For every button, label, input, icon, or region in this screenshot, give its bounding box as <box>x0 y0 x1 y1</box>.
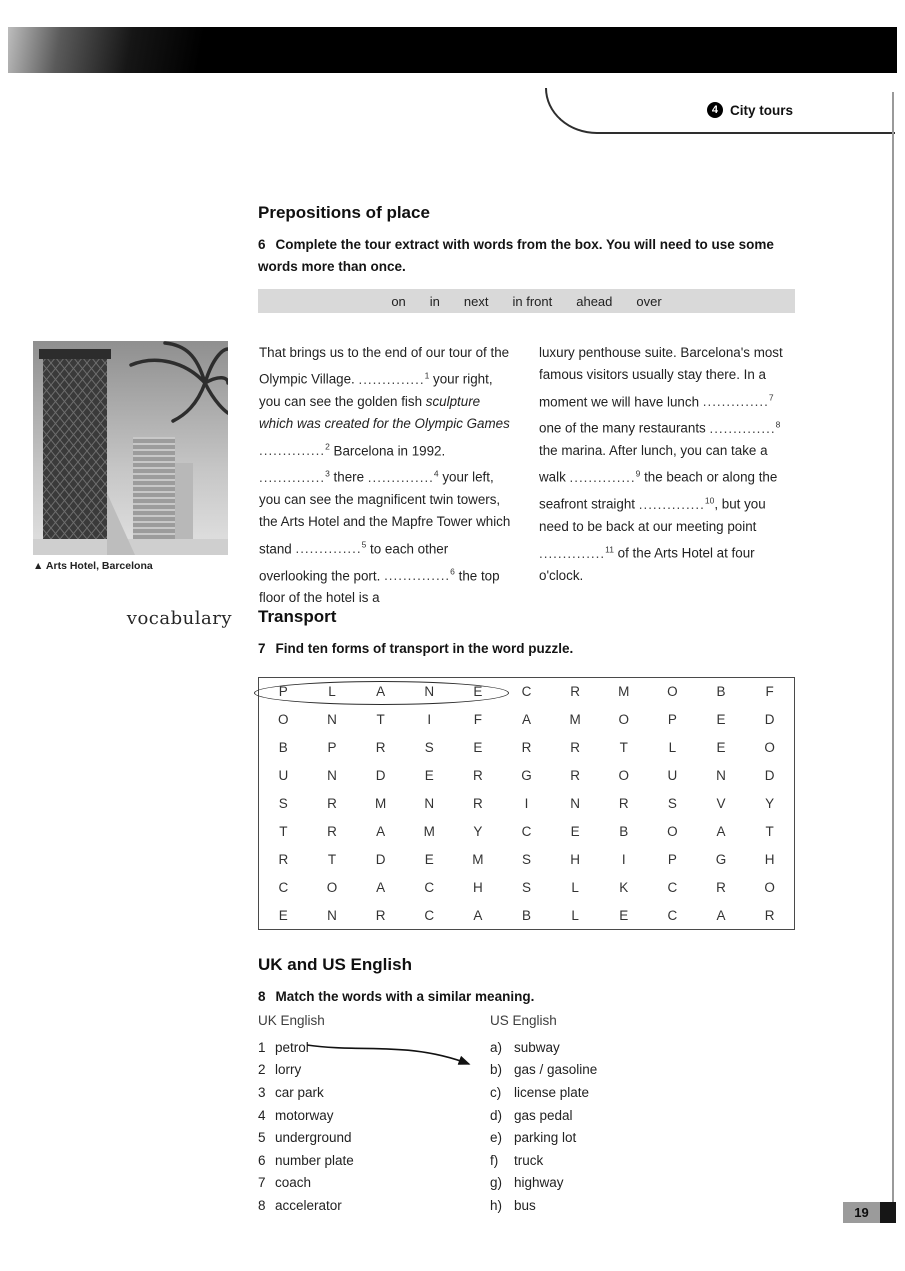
puzzle-letter-r1c4: N <box>424 684 435 700</box>
exercise-8-number: 8 <box>258 989 266 1004</box>
puzzle-letter-r5c4: N <box>424 795 435 811</box>
tour-text-segment: the top floor of the hotel is a <box>259 568 500 606</box>
exercise-8-text: Match the words with a similar meaning. <box>275 989 535 1004</box>
puzzle-letter-r2c2: N <box>327 712 337 728</box>
puzzle-letter-r9c7: L <box>571 907 579 923</box>
puzzle-letter-r8c5: H <box>472 879 483 895</box>
puzzle-letter-r1c1: P <box>278 684 288 700</box>
match-item <box>258 1126 478 1149</box>
match-item-key: 7 <box>258 1175 266 1191</box>
puzzle-letter-r3c8: T <box>619 740 628 756</box>
match-item-word: motorway <box>275 1107 334 1123</box>
puzzle-letter-r5c1: S <box>278 795 288 811</box>
word-puzzle <box>258 677 795 930</box>
puzzle-letter-r1c3: A <box>376 684 386 700</box>
puzzle-letter-r5c10: V <box>716 795 726 811</box>
tour-text-segment: your right, you can see the golden fish <box>259 371 493 410</box>
puzzle-letter-r9c4: C <box>424 907 435 923</box>
exercise-7-instruction <box>258 638 803 660</box>
fill-blank-10: ..............$^{10}$ <box>638 495 715 512</box>
match-item-word: number plate <box>275 1152 354 1168</box>
puzzle-letter-r4c3: D <box>375 768 386 784</box>
match-item <box>258 1172 478 1195</box>
match-item-word: underground <box>275 1130 352 1146</box>
puzzle-letter-r6c8: B <box>619 823 629 839</box>
puzzle-letter-r8c11: O <box>764 879 775 895</box>
puzzle-letter-r6c5: Y <box>473 823 483 839</box>
puzzle-letter-r5c9: S <box>667 795 677 811</box>
fill-blank-5: ..............$^5$ <box>295 539 367 557</box>
puzzle-letter-r7c3: D <box>375 851 386 867</box>
puzzle-letter-r3c6: R <box>521 740 532 756</box>
puzzle-letter-r7c7: H <box>570 851 580 867</box>
puzzle-letter-r7c4: E <box>424 851 434 867</box>
puzzle-letter-r7c11: H <box>764 851 775 867</box>
puzzle-letter-r3c11: O <box>764 740 775 756</box>
match-item-key: 4 <box>258 1107 266 1123</box>
puzzle-grid <box>259 678 794 929</box>
match-item <box>490 1036 710 1059</box>
puzzle-letter-r5c7: N <box>570 795 580 811</box>
match-item-key: e) <box>490 1130 503 1146</box>
match-item <box>490 1104 710 1127</box>
puzzle-letter-r4c1: U <box>278 768 289 784</box>
puzzle-letter-r9c9: C <box>667 907 678 923</box>
match-item-word: highway <box>514 1175 564 1191</box>
match-item-key: d) <box>490 1107 503 1123</box>
match-item-word: coach <box>275 1175 312 1191</box>
puzzle-letter-r4c2: N <box>327 768 337 784</box>
photo-caption: ▲ Arts Hotel, Barcelona <box>33 560 153 572</box>
puzzle-letter-r5c3: M <box>374 795 387 811</box>
match-item-word: subway <box>514 1039 560 1055</box>
circled-word-plane <box>254 681 509 705</box>
fill-blank-4: ..............$^4$ <box>367 468 439 485</box>
unit-number-badge: 4 <box>707 102 723 118</box>
puzzle-letter-r8c1: C <box>278 879 289 895</box>
puzzle-letter-r6c2: R <box>327 823 337 839</box>
match-item-word: car park <box>275 1084 324 1100</box>
tour-text-segment: there <box>329 469 368 485</box>
exercise-7-text: Find ten forms of transport in the word puzzle. <box>275 641 574 656</box>
match-item-key: c) <box>490 1084 502 1100</box>
match-item-word: license plate <box>514 1084 590 1100</box>
puzzle-letter-r2c9: P <box>667 712 677 728</box>
puzzle-letter-r9c11: R <box>764 907 775 923</box>
puzzle-letter-r8c7: L <box>571 879 579 895</box>
puzzle-letter-r6c4: M <box>423 823 435 839</box>
puzzle-letter-r9c1: E <box>278 907 288 923</box>
puzzle-letter-r9c10: A <box>716 907 726 923</box>
puzzle-letter-r4c11: D <box>764 768 775 784</box>
match-item-key: 5 <box>258 1130 266 1146</box>
puzzle-letter-r6c3: A <box>376 823 386 839</box>
puzzle-letter-r3c9: L <box>668 740 677 756</box>
puzzle-letter-r9c5: A <box>473 907 483 923</box>
puzzle-letter-r4c8: O <box>618 768 630 784</box>
puzzle-letter-r3c7: R <box>570 740 580 756</box>
match-item-word: gas pedal <box>514 1107 573 1123</box>
puzzle-letter-r8c3: A <box>376 879 386 895</box>
match-item <box>490 1059 710 1082</box>
exercise-6-number: 6 <box>258 237 266 252</box>
match-item-key: 6 <box>258 1152 266 1168</box>
word-box-word: in front <box>512 293 553 309</box>
puzzle-letter-r2c8: O <box>618 712 630 728</box>
page-edge-line <box>892 92 894 1204</box>
puzzle-letter-r1c8: M <box>618 684 630 700</box>
match-item-key: a) <box>490 1039 503 1055</box>
page-number-box <box>843 1202 896 1223</box>
match-item-word: parking lot <box>514 1130 577 1146</box>
puzzle-letter-r5c2: R <box>327 795 337 811</box>
word-box <box>258 289 795 313</box>
puzzle-letter-r8c9: C <box>667 879 678 895</box>
puzzle-letter-r3c3: R <box>375 740 386 756</box>
puzzle-letter-r1c5: E <box>473 684 483 700</box>
tour-column-2 <box>539 342 797 610</box>
puzzle-letter-r2c5: F <box>473 712 482 728</box>
puzzle-letter-r1c10: B <box>716 684 726 700</box>
match-item <box>258 1081 478 1104</box>
puzzle-letter-r3c5: E <box>473 740 483 756</box>
example-match-arrow <box>303 1037 488 1079</box>
puzzle-letter-r7c1: R <box>278 851 289 867</box>
puzzle-letter-r2c11: D <box>764 712 775 728</box>
match-item-word: petrol <box>275 1039 309 1055</box>
puzzle-letter-r3c1: B <box>278 740 288 756</box>
fill-blank-11: ..............$^{11}$ <box>539 544 614 561</box>
match-item-word: truck <box>514 1152 544 1168</box>
tour-extract <box>259 342 799 610</box>
puzzle-letter-r4c10: N <box>716 768 726 784</box>
uk-english-header: UK English <box>258 1013 325 1028</box>
puzzle-letter-r7c2: T <box>327 851 337 867</box>
puzzle-letter-r6c1: T <box>279 823 288 839</box>
match-item-key: b) <box>490 1062 503 1078</box>
heading-prepositions-of-place: Prepositions of place <box>258 203 430 222</box>
puzzle-letter-r8c8: K <box>619 879 629 895</box>
puzzle-letter-r3c10: E <box>716 740 726 756</box>
puzzle-letter-r7c8: I <box>621 851 626 867</box>
puzzle-letter-r4c5: R <box>472 768 483 784</box>
tour-text-segment: the marina. After lunch, you can take a walk <box>539 443 768 485</box>
fill-blank-3: ..............$^3$ <box>259 468 330 485</box>
heading-transport: Transport <box>258 607 337 626</box>
match-item <box>490 1172 710 1195</box>
match-item <box>490 1081 710 1104</box>
fill-blank-1: ..............$^1$ <box>358 370 430 387</box>
match-item <box>490 1149 710 1172</box>
puzzle-letter-r2c6: A <box>521 712 531 728</box>
puzzle-letter-r7c6: S <box>521 851 531 867</box>
puzzle-letter-r6c9: O <box>667 823 678 839</box>
puzzle-letter-r4c7: R <box>570 768 580 784</box>
puzzle-letter-r9c2: N <box>327 907 337 923</box>
word-box-word: in <box>429 293 440 309</box>
tour-text-segment: sculpture which was created for the Olympic Games <box>259 394 510 432</box>
puzzle-letter-r2c1: O <box>278 712 289 728</box>
match-item-key: 8 <box>258 1197 266 1213</box>
word-box-word: next <box>463 293 489 309</box>
puzzle-letter-r6c11: T <box>765 823 774 839</box>
tour-text-segment: one of the many restaurants <box>539 420 710 436</box>
puzzle-letter-r7c9: P <box>667 851 677 867</box>
match-item-key: g) <box>490 1175 503 1191</box>
exercise-7-number: 7 <box>258 641 266 656</box>
tour-text-segment: Barcelona in 1992. <box>329 443 446 459</box>
word-box-word: on <box>391 293 406 309</box>
fill-blank-7: ..............$^7$ <box>702 392 774 410</box>
tour-text-segment: That brings us to the end of our tour of the Olympic Village. <box>259 345 510 387</box>
match-item-key: 3 <box>258 1084 266 1100</box>
puzzle-letter-r9c3: R <box>375 907 386 923</box>
puzzle-letter-r9c6: B <box>521 907 531 923</box>
word-box-word: over <box>636 293 662 309</box>
exercise-8-instruction <box>258 986 803 1008</box>
page-number: 19 <box>843 1202 880 1223</box>
puzzle-letter-r8c2: O <box>326 879 338 895</box>
puzzle-letter-r3c2: P <box>327 740 337 756</box>
match-item <box>258 1194 478 1217</box>
match-item-word: lorry <box>275 1062 302 1078</box>
fill-blank-9: ..............$^9$ <box>569 468 641 485</box>
match-item-key: 2 <box>258 1062 266 1078</box>
puzzle-letter-r2c3: T <box>376 712 385 728</box>
puzzle-letter-r1c11: F <box>765 684 774 700</box>
puzzle-letter-r2c7: M <box>569 712 581 728</box>
us-list <box>490 1036 710 1217</box>
puzzle-letter-r8c6: S <box>521 879 531 895</box>
heading-uk-us-english: UK and US English <box>258 955 412 974</box>
puzzle-letter-r6c10: A <box>716 823 726 839</box>
arts-hotel-photo-image <box>33 341 228 555</box>
unit-tab-label: City tours <box>729 102 793 118</box>
match-item-key: 1 <box>258 1039 266 1055</box>
match-item <box>490 1126 710 1149</box>
tour-text-segment: the beach or along the seafront straight <box>539 469 778 512</box>
match-item <box>490 1194 710 1217</box>
match-item <box>258 1149 478 1172</box>
word-box-word: ahead <box>576 293 613 309</box>
tour-text-segment: your left, you can see the magnificent twin towers, the Arts Hotel and the Mapfre Tower which stand <box>259 469 511 557</box>
fill-blank-8: ..............$^8$ <box>709 419 781 436</box>
puzzle-letter-r1c6: C <box>521 684 532 700</box>
vocabulary-margin-label: vocabulary <box>126 608 232 629</box>
fill-blank-2: ..............$^2$ <box>259 441 330 459</box>
arts-hotel-photo <box>33 341 228 555</box>
tour-text-segment: to each other overlooking the port. <box>259 541 449 584</box>
puzzle-letter-r3c4: S <box>424 740 434 756</box>
puzzle-letter-r9c8: E <box>619 907 629 923</box>
puzzle-letter-r1c9: O <box>667 684 678 700</box>
puzzle-letter-r8c4: C <box>424 879 435 895</box>
puzzle-letter-r4c9: U <box>667 768 678 784</box>
puzzle-letter-r6c6: C <box>521 823 532 839</box>
us-english-header: US English <box>490 1013 557 1028</box>
puzzle-letter-r5c8: R <box>618 795 629 811</box>
fill-blank-6: ..............$^6$ <box>384 566 455 584</box>
puzzle-letter-r6c7: E <box>570 823 580 839</box>
puzzle-letter-r2c4: I <box>427 712 432 728</box>
puzzle-letter-r5c6: I <box>524 795 529 811</box>
puzzle-letter-r1c7: R <box>570 684 580 700</box>
match-item-word: bus <box>514 1197 536 1213</box>
match-item-word: accelerator <box>275 1197 342 1213</box>
puzzle-letter-r4c6: G <box>521 768 532 784</box>
puzzle-letter-r7c5: M <box>472 851 484 867</box>
exercise-6-instruction <box>258 234 803 278</box>
tour-text-segment: , but you need to be back at our meeting point <box>539 496 766 534</box>
match-item-word: gas / gasoline <box>514 1062 598 1078</box>
puzzle-letter-r1c2: L <box>328 684 336 700</box>
exercise-6-text: Complete the tour extract with words from the box. You will need to use some words more than once. <box>258 237 774 274</box>
unit-tab <box>545 88 895 134</box>
header-bar <box>8 27 897 73</box>
tour-column-1 <box>259 342 517 610</box>
match-item-key: h) <box>490 1197 503 1213</box>
tour-text-segment: of the Arts Hotel at four o'clock. <box>539 545 755 584</box>
puzzle-letter-r8c10: R <box>716 879 726 895</box>
puzzle-letter-r5c5: R <box>472 795 483 811</box>
tour-text-segment: luxury penthouse suite. Barcelona's most famous visitors usually stay there. In a moment we will have lunch <box>539 345 783 410</box>
puzzle-letter-r5c11: Y <box>765 795 775 811</box>
puzzle-letter-r2c10: E <box>716 712 726 728</box>
puzzle-letter-r4c4: E <box>424 768 434 784</box>
match-item-key: f) <box>490 1152 499 1168</box>
puzzle-letter-r7c10: G <box>715 851 727 867</box>
match-item <box>258 1104 478 1127</box>
page-number-black-block <box>880 1202 896 1223</box>
